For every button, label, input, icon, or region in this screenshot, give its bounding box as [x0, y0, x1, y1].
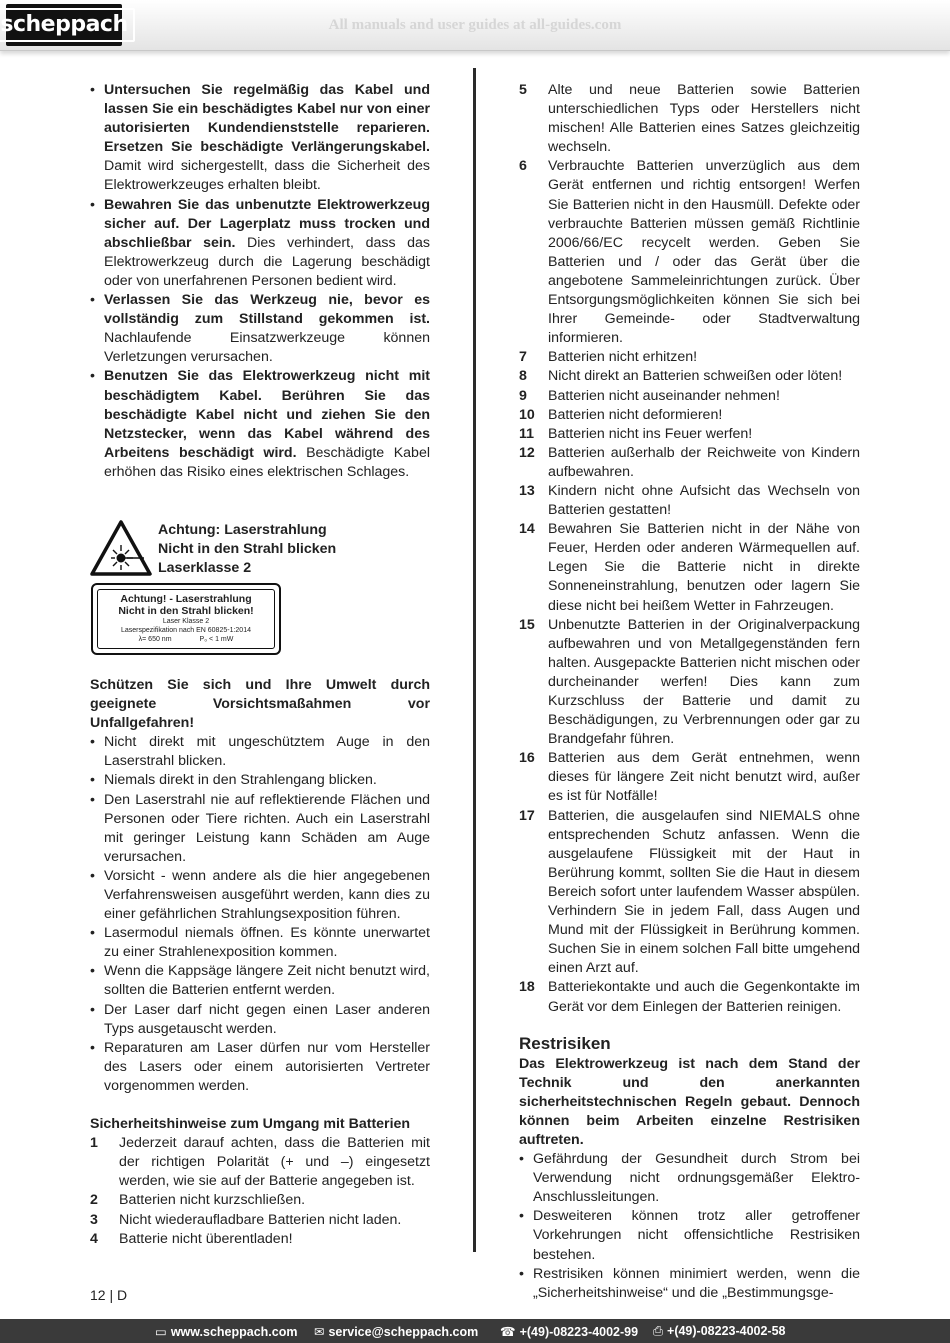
laser-heading [158, 521, 336, 578]
footer-bar [0, 1319, 950, 1343]
list-item: • Verlassen Sie das Werkzeug nie, bevor es vollständig zum Stillstand gekommen ist. Nachlaufende Einsatzwerkzeuge können Verletzungen verursachen. [90, 291, 430, 367]
list-item: • Gefährdung der Gesundheit durch Strom bei Verwendung nicht ordnungsgemäßer Elektro-Anschlussleitungen. [519, 1150, 860, 1207]
laser-heading-line: Laserklasse 2 [158, 560, 252, 577]
footer-email[interactable]: ✉ service@scheppach.com [314, 1325, 479, 1339]
list-item: 7 Batterien nicht erhitzen! [519, 349, 698, 366]
protect-heading: Schützen Sie sich und Ihre Umwelt durch geeignete Vorsichtsmaßahmen vor Unfallgefahren! [90, 676, 430, 732]
footer-fax[interactable]: ⎙ +(49)-08223-4002-58 [653, 1324, 786, 1338]
list-item: 10 Batterien nicht deformieren! [519, 406, 723, 423]
list-item: • Niemals direkt in den Strahlengang blicken. [90, 771, 430, 790]
list-item: 15 Unbenutzte Batterien in der Originalverpackung aufbewahren und von Metallgegenständen fern halten. Ausgepackte Batterien nicht mischen oder durcheinander werfen! Dies kann zum Kurzschluss der Batterie und damit zu Beschädigungen, zu Verbrennungen oder gar zu Brandgefahr führen. [519, 616, 860, 748]
list-item: 13 Kindern nicht ohne Aufsicht das Wechseln von Batterien gestatten! [519, 482, 860, 519]
monitor-icon: ▭ [155, 1325, 167, 1339]
list-item: • Bewahren Sie das unbenutzte Elektrowerkzeug sicher auf. Der Lagerplatz muss trocken und abschließbar sein. Dies verhindert, dass das Elektrowerkzeug durch die Lagerung beschädigt oder von unerfahrenen Personen bedient wird. [90, 196, 430, 291]
fax-icon: ⎙ [653, 1324, 664, 1338]
list-item: 8 Nicht direkt an Batterien schweißen oder löten! [519, 368, 843, 385]
phone-icon: ☎ [500, 1325, 516, 1339]
list-item: • Nicht direkt mit ungeschütztem Auge in den Laserstrahl blicken. [90, 733, 430, 771]
header-bar [0, 0, 950, 51]
laser-label-line: Nicht in den Strahl blicken! [118, 604, 254, 617]
power-value: P₀ < 1 mW [199, 635, 234, 643]
list-item: 4 Batterie nicht überentladen! [90, 1230, 293, 1247]
column-divider [473, 68, 476, 1252]
safety-bullet-list [90, 81, 430, 482]
laser-heading-line: Nicht in den Strahl blicken [158, 541, 337, 558]
list-item: 2 Batterien nicht kurzschließen. [90, 1192, 306, 1209]
watermark-text: All manuals and user guides at all-guides.com [328, 17, 622, 33]
list-item: 18 Batteriekontakte und auch die Gegenkontakte im Gerät vor dem Einlegen der Batterien reinigen. [519, 979, 860, 1015]
footer-phone[interactable]: ☎ +(49)-08223-4002-99 [500, 1325, 639, 1339]
list-item: 6 Verbrauchte Batterien unverzüglich aus dem Gerät entfernen und richtig entsorgen! Werfen Sie Batterien nicht in den Hausmüll. Defekte oder verbrauchte Batterien müssen gemäß Richtlinie 2006/66/EC recycelt werden. Geben Sie Batterien und / oder das Gerät über die angebotene Sammeleinrichtungen zurück. Über Entsorgungsmöglichkeiten können Sie sich bei Ihrer Gemeinde- oder Stadtverwaltung informieren. [519, 158, 860, 347]
logo-text: scheppach [0, 8, 135, 42]
list-item: • Vorsicht - wenn andere als die hier angegebenen Verfahrensweisen ausgeführt werden, kann dies zu einer gefährlichen Strahlungsexposition führen. [90, 867, 430, 924]
battery-list-right [519, 81, 860, 1017]
battery-list-left [90, 1134, 430, 1249]
list-item: 3 Nicht wiederaufladbare Batterien nicht laden. [90, 1211, 402, 1228]
list-item: • Untersuchen Sie regelmäßig das Kabel und lassen Sie ein beschädigtes Kabel nur von einer autorisierten Kundendienststelle reparieren. Ersetzen Sie beschädigte Verlängerungskabel. Damit wird sichergestellt, dass die Sicherheit des Elektrowerkzeuges erhalten bleibt. [90, 81, 430, 196]
left-column [90, 81, 430, 1249]
list-item: • Benutzen Sie das Elektrowerkzeug nicht mit beschädigtem Kabel. Berühren Sie das beschädigte Kabel nicht und ziehen Sie den Netzstecker, wenn das Kabel während des Arbeitens beschädigt wird. Beschädigte Kabel erhöhen das Risiko eines elektrischen Schlages. [90, 367, 430, 482]
footer-website[interactable]: ▭ www.scheppach.com [155, 1325, 298, 1339]
list-item: 16 Batterien aus dem Gerät entnehmen, wenn dieses für längere Zeit nicht benutzt wird, außer es ist für Notfälle! [519, 750, 860, 805]
list-item: • Lasermodul niemals öffnen. Es könnte unerwartet zu einer Strahlenexposition kommen. [90, 924, 430, 962]
list-item: 11 Batterien nicht ins Feuer werfen! [519, 425, 753, 442]
list-item: 9 Batterien nicht auseinander nehmen! [519, 387, 780, 404]
list-item: • Reparaturen am Laser dürfen nur vom Hersteller des Lasers oder einem autorisierten Vertreter vorgenommen werden. [90, 1039, 430, 1096]
laser-label-specs [98, 635, 274, 644]
restrisiken-list [519, 1150, 860, 1303]
list-item: 14 Bewahren Sie Batterien nicht in der Nähe von Feuer, Herden oder anderen Wärmequellen auf. Legen Sie die Batterie nicht in direkte Sonneneinstrahlung, benutzen oder lagern Sie diese nicht bei heißem Wetter in Fahrzeugen. [519, 521, 860, 614]
laser-warning-icon [90, 520, 152, 576]
list-item: • Der Laser darf nicht gegen einen Laser anderen Typs ausgetauscht werden. [90, 1001, 430, 1039]
list-item: • Wenn die Kappsäge längere Zeit nicht benutzt wird, sollten die Batterien entfernt werden. [90, 962, 430, 1000]
laser-label-line: Laserspezifikation nach EN 60825-1:2014 [121, 626, 251, 634]
battery-heading: Sicherheitshinweise zum Umgang mit Batterien [90, 1116, 411, 1133]
laser-label-inner [97, 589, 275, 649]
laser-class-label [91, 583, 281, 655]
list-item: • Restrisiken können minimiert werden, wenn die „Sicherheitshinweise“ und die „Bestimmungsge- [519, 1265, 860, 1303]
list-item: • Desweiteren können trotz aller getroffener Vorkehrungen nicht offensichtliche Restrisiken bestehen. [519, 1207, 860, 1264]
list-item: 12 Batterien außerhalb der Reichweite von Kindern aufbewahren. [519, 444, 860, 480]
page-number: 12 | D [90, 1287, 128, 1303]
list-item: 17 Batterien, die ausgelaufen sind NIEMALS ohne entsprechenden Schutz anfassen. Wenn die ausgelaufene Flüssigkeit mit der Haut in Berührung kommt, sollten Sie die Haut in diesem Bereich sofort unter laufendem Wasser abspülen. Verhindern Sie in jedem Fall, dass Augen und Mund mit der Flüssigkeit in Berührung kommen. Suchen Sie in einem solchen Fall bitte umgehend einen Arzt auf. [519, 807, 860, 977]
envelope-icon: ✉ [314, 1325, 325, 1339]
laser-warning-block [90, 520, 430, 643]
restrisiken-intro: Das Elektrowerkzeug ist nach dem Stand der Technik und den anerkannten sicherheitstechnischen Regeln gebaut. Dennoch können beim Arbeiten einzelne Restrisiken auftreten. [519, 1055, 860, 1148]
restrisiken-title: Restrisiken [519, 1033, 611, 1053]
laser-heading-line: Achtung: Laserstrahlung [158, 521, 327, 538]
right-column [519, 81, 860, 1303]
wavelength-value: λ= 650 nm [138, 635, 172, 643]
list-item: 5 Alte und neue Batterien sowie Batterien unterschiedlichen Typs oder Herstellers nicht mischen! Alle Batterien eines Satzes gleichzeitig wechseln. [519, 82, 860, 156]
list-item: 1 Jederzeit darauf achten, dass die Batterien mit der richtigen Polarität (+ und –) eingesetzt werden, wie sie auf der Batterie angegeben ist. [90, 1135, 430, 1190]
list-item: • Den Laserstrahl nie auf reflektierende Flächen und Personen oder Tiere richten. Auch ein Laserstrahl mit geringer Leistung kann Schäden am Auge verursachen. [90, 791, 430, 867]
laser-bullet-list [90, 733, 430, 1096]
laser-label-line: Laser Klasse 2 [162, 617, 210, 625]
laser-label-line: Achtung! - Laserstrahlung [120, 592, 252, 605]
